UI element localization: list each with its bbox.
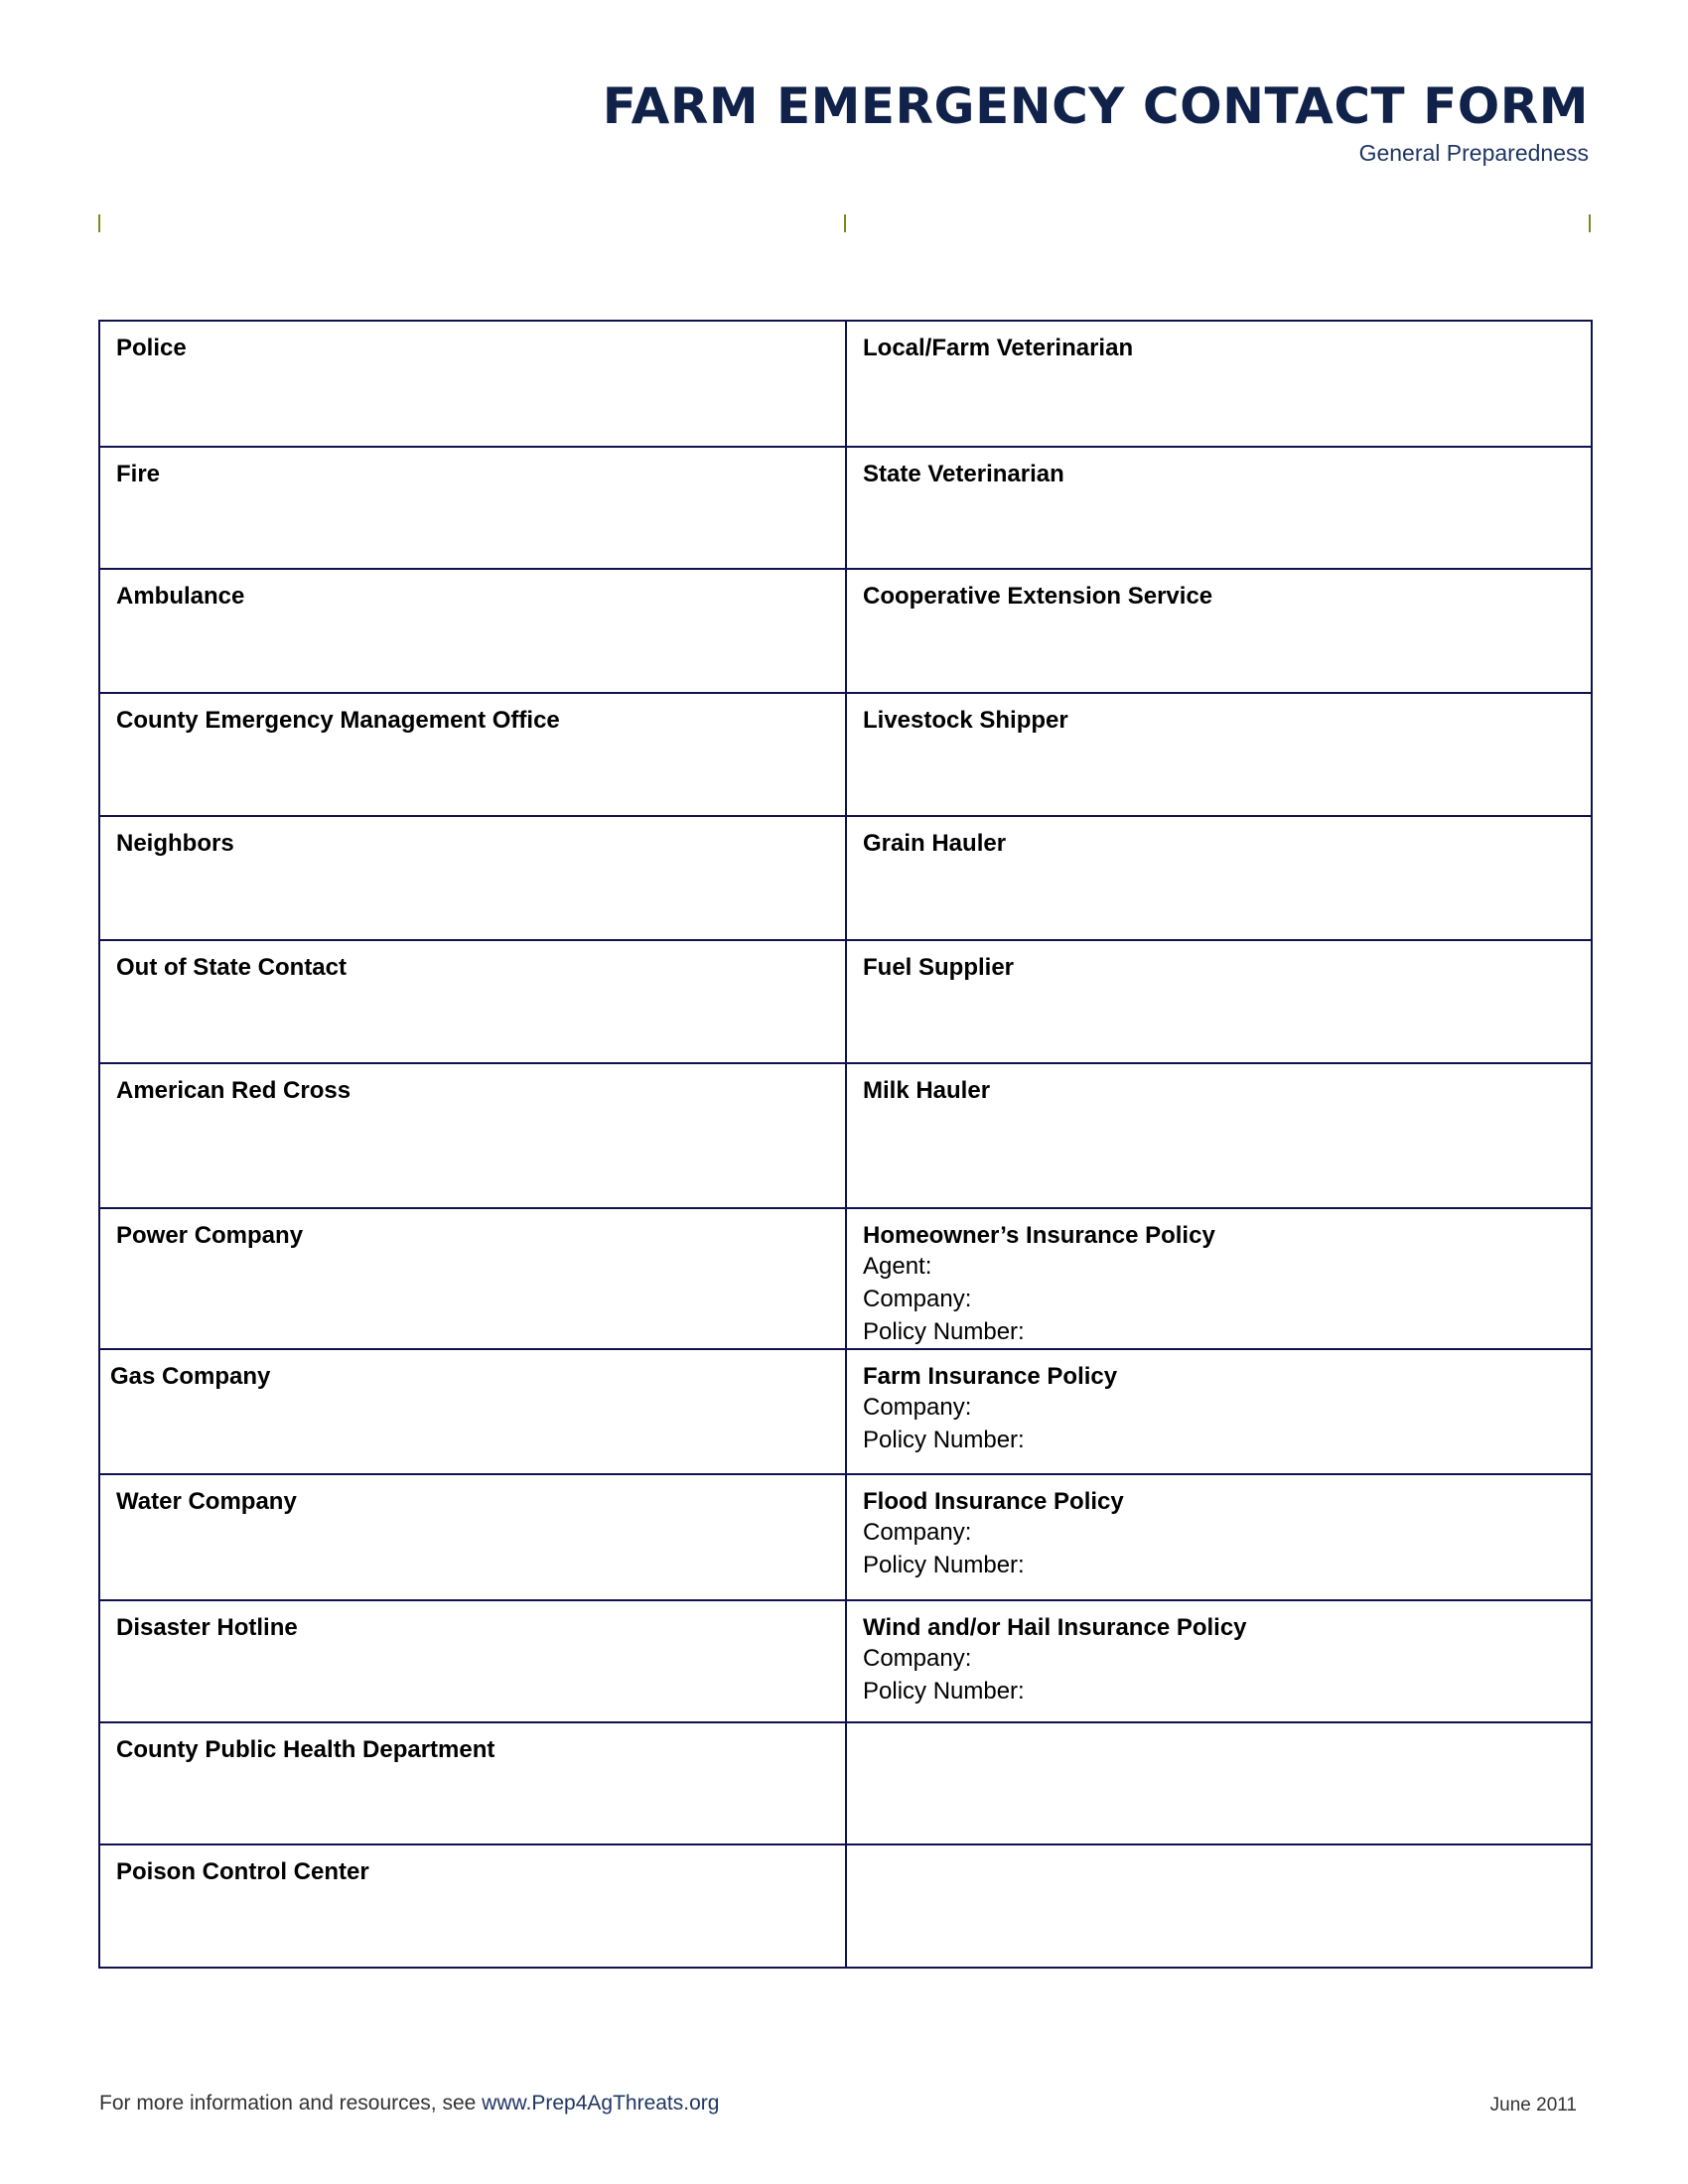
contact-cell-right[interactable] [846,1349,1592,1474]
contact-cell-left[interactable] [99,1474,846,1600]
contact-label: Gas Company [110,1363,271,1390]
contact-label: Fire [116,461,161,487]
contact-cell-right[interactable] [846,1722,1592,1844]
contact-cell-left[interactable] [99,1844,846,1968]
contact-label: Flood Insurance Policy [863,1488,1124,1515]
contact-cell-right[interactable] [846,1600,1592,1722]
policy-field-label: Policy Number: [863,1427,1025,1453]
footer-date: June 2011 [1489,2095,1577,2116]
contact-cell-left[interactable] [99,1722,846,1844]
contact-label: Fuel Supplier [863,954,1015,981]
contact-label: Poison Control Center [116,1858,369,1885]
contact-row [99,693,1592,816]
contact-row [99,447,1592,569]
contact-label: Power Company [116,1222,304,1249]
contact-cell-left[interactable] [99,940,846,1063]
contact-label: Homeowner’s Insurance Policy [863,1222,1215,1249]
contact-label: Wind and/or Hail Insurance Policy [863,1614,1247,1641]
contact-label: Grain Hauler [863,830,1007,857]
policy-field-label: Policy Number: [863,1552,1025,1578]
policy-field-label: Company: [863,1394,972,1421]
contact-label: Water Company [116,1488,297,1515]
contact-label: Farm Insurance Policy [863,1363,1118,1390]
policy-field-label: Company: [863,1286,972,1312]
policy-field-label: Company: [863,1519,972,1546]
contact-label: Police [116,335,187,361]
contact-cell-right[interactable] [846,1208,1592,1349]
policy-field-label: Policy Number: [863,1318,1025,1345]
policy-field-label: Agent: [863,1253,932,1280]
contact-row [99,940,1592,1063]
contact-label: Neighbors [116,830,234,857]
contact-label: Ambulance [116,583,245,610]
contact-cell-left[interactable] [99,1063,846,1208]
contact-row [99,1208,1592,1349]
contact-row [99,1722,1592,1844]
contact-row [99,1600,1592,1722]
contact-label: Local/Farm Veterinarian [863,335,1134,361]
contact-cell-left[interactable] [99,816,846,940]
contact-cell-right[interactable] [846,1063,1592,1208]
contact-cell-left[interactable] [99,447,846,569]
contact-label: County Public Health Department [116,1736,495,1763]
footer-website-link[interactable]: www.Prep4AgThreats.org [482,2092,720,2115]
contact-row [99,1844,1592,1968]
contact-cell-left[interactable] [99,1208,846,1349]
contact-row [99,1063,1592,1208]
contact-cell-right[interactable] [846,447,1592,569]
policy-field-label: Policy Number: [863,1678,1025,1705]
divider-tick-left [98,214,100,232]
footer-info [99,2092,719,2116]
contact-cell-left[interactable] [99,569,846,693]
contact-cell-right[interactable] [846,940,1592,1063]
divider-tick-middle [844,214,846,232]
divider-tick-right [1589,214,1591,232]
contact-cell-left[interactable] [99,1600,846,1722]
contact-cell-left[interactable] [99,321,846,447]
contact-cell-right[interactable] [846,569,1592,693]
contact-label: Cooperative Extension Service [863,583,1213,610]
page-subtitle: General Preparedness [1358,140,1589,166]
contact-row [99,816,1592,940]
contact-cell-left[interactable] [99,1349,846,1474]
contact-label: State Veterinarian [863,461,1064,487]
contact-label: Out of State Contact [116,954,347,981]
contact-label: Disaster Hotline [116,1614,298,1641]
contact-row [99,1349,1592,1474]
contact-cell-right[interactable] [846,321,1592,447]
contacts-table-body [99,321,1592,1968]
contact-label: Livestock Shipper [863,707,1068,734]
contact-cell-left[interactable] [99,693,846,816]
contact-cell-right[interactable] [846,816,1592,940]
contact-row [99,321,1592,447]
page-title: FARM EMERGENCY CONTACT FORM [602,77,1589,135]
footer-info-text: For more information and resources, see [99,2092,483,2115]
contact-cell-right[interactable] [846,693,1592,816]
contact-label: Milk Hauler [863,1077,991,1104]
contact-cell-right[interactable] [846,1844,1592,1968]
contact-label: American Red Cross [116,1077,352,1104]
policy-field-label: Company: [863,1645,972,1672]
contact-row [99,569,1592,693]
contact-row [99,1474,1592,1600]
contact-label: County Emergency Management Office [116,707,560,734]
contact-cell-right[interactable] [846,1474,1592,1600]
emergency-contacts-table [98,320,1593,1969]
